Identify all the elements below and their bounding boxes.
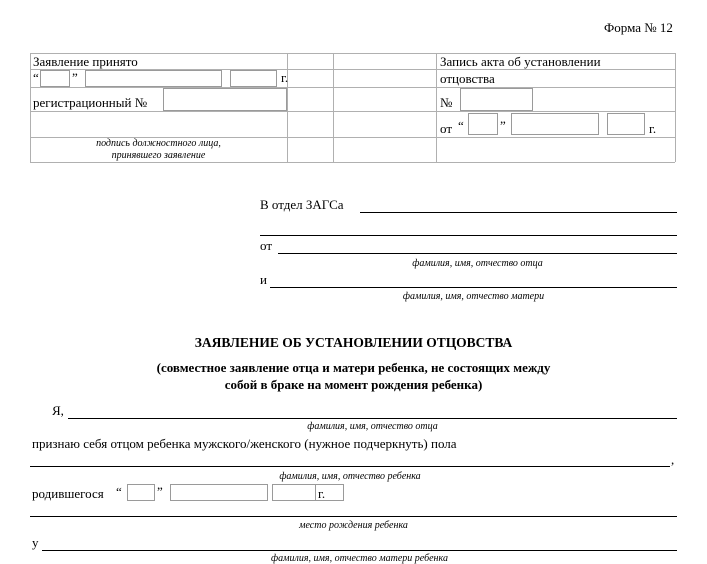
quote-open: “ xyxy=(33,70,39,85)
accepted-label: Заявление принято xyxy=(33,54,138,69)
quote-close: ” xyxy=(72,70,78,85)
father-name-line[interactable] xyxy=(278,253,677,254)
mother-name-line[interactable] xyxy=(270,287,677,288)
grid-line xyxy=(436,53,437,162)
year-suffix: г. xyxy=(281,70,289,85)
registry-line[interactable] xyxy=(360,212,677,213)
birthplace-caption: место рождения ребенка xyxy=(299,520,408,531)
signature-caption: принявшего заявление xyxy=(111,150,206,161)
quote-open: “ xyxy=(116,484,122,499)
day-field[interactable] xyxy=(40,70,70,87)
from-label: от xyxy=(260,238,273,253)
birth-year-field[interactable] xyxy=(272,484,316,501)
mother-caption: фамилия, имя, отчество матери xyxy=(402,291,545,302)
form-number: Форма № 12 xyxy=(604,20,673,35)
year-field[interactable] xyxy=(230,70,277,87)
blank-line[interactable] xyxy=(260,235,677,236)
birthplace-line[interactable] xyxy=(30,516,677,517)
child-name-line[interactable] xyxy=(30,466,670,467)
to-registry-label: В отдел ЗАГСа xyxy=(260,197,344,212)
birth-year-extra-field[interactable] xyxy=(316,484,344,501)
at-label: у xyxy=(32,535,39,550)
document-subtitle: собой в браке на момент рождения ребенка) xyxy=(224,377,483,392)
registration-number-field[interactable] xyxy=(163,88,287,111)
and-label: и xyxy=(260,272,267,287)
month-field[interactable] xyxy=(85,70,222,87)
grid-line xyxy=(333,53,334,162)
record-from-label: от xyxy=(440,121,453,136)
birth-month-field[interactable] xyxy=(170,484,268,501)
record-number-field[interactable] xyxy=(460,88,533,111)
quote-close: ” xyxy=(500,118,506,133)
mother-fullname-line[interactable] xyxy=(42,550,677,551)
record-number-label: № xyxy=(440,95,453,110)
document-subtitle: (совместное заявление отца и матери ребенка, не состоящих между xyxy=(156,360,551,375)
grid-line xyxy=(675,53,676,162)
grid-line xyxy=(30,87,675,88)
document-title: ЗАЯВЛЕНИЕ ОБ УСТАНОВЛЕНИИ ОТЦОВСТВА xyxy=(194,335,513,350)
grid-line xyxy=(30,111,675,112)
father-fullname-line[interactable] xyxy=(68,418,677,419)
recognition-text: признаю себя отцом ребенка мужского/женского (нужное подчеркнуть) пола xyxy=(32,436,457,451)
record-month-field[interactable] xyxy=(511,113,599,135)
father-caption: фамилия, имя, отчество отца xyxy=(412,258,543,269)
signature-caption: подпись должностного лица, xyxy=(96,138,221,149)
comma: , xyxy=(671,452,675,467)
born-label: родившегося xyxy=(32,486,104,501)
record-title: Запись акта об установлении xyxy=(440,54,601,69)
child-caption: фамилия, имя, отчество ребенка xyxy=(279,471,421,482)
year-suffix: г. xyxy=(318,486,326,501)
quote-close: ” xyxy=(157,484,163,499)
mother-caption: фамилия, имя, отчество матери ребенка xyxy=(271,553,448,564)
record-day-field[interactable] xyxy=(468,113,498,135)
year-suffix: г. xyxy=(649,121,657,136)
record-year-field[interactable] xyxy=(607,113,645,135)
father-caption: фамилия, имя, отчество отца xyxy=(307,421,438,432)
i-label: Я, xyxy=(52,403,64,418)
quote-open: “ xyxy=(458,118,464,133)
birth-day-field[interactable] xyxy=(127,484,155,501)
grid-line xyxy=(30,162,675,163)
record-title: отцовства xyxy=(440,71,495,86)
registration-label: регистрационный № xyxy=(33,95,148,110)
